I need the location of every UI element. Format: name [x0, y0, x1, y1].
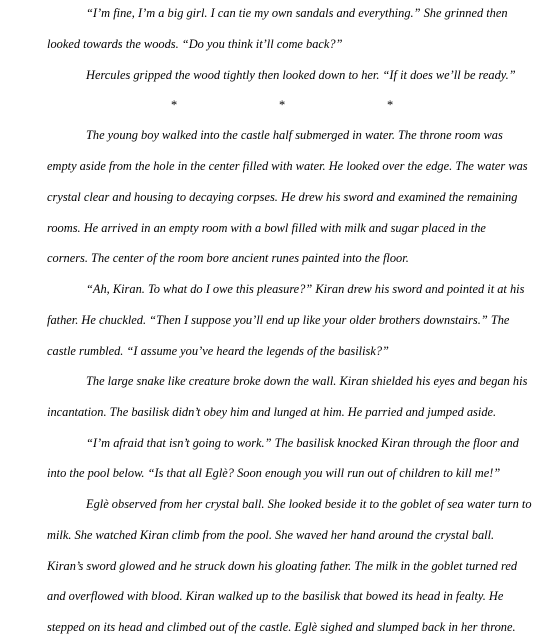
paragraph-line: “I’m fine, I’m a big girl. I can tie my own sandals and everything.” She grinned then [86, 6, 508, 20]
paragraph-line: Eglè observed from her crystal ball. She looked beside it to the goblet of sea water turn to [86, 497, 532, 511]
paragraph-line: “Ah, Kiran. To what do I owe this pleasure?” Kiran drew his sword and pointed it at his [86, 282, 525, 296]
paragraph-line: crystal clear and housing to decaying corpses. He drew his sword and examined the remaining [47, 190, 518, 204]
paragraph-line: empty aside from the hole in the center filled with water. He looked over the edge. The water was [47, 159, 528, 173]
paragraph-line: Kiran’s sword glowed and he struck down his gloating father. The milk in the goblet turned red [47, 559, 518, 573]
paragraph-line: and overflowed with blood. Kiran walked up to the basilisk that bowed its head in fealty. He [47, 589, 504, 603]
paragraph-line: looked towards the woods. “Do you think it’ll come back?” [47, 37, 343, 51]
paragraph-line: milk. She watched Kiran climb from the pool. She waved her hand around the crystal ball. [47, 528, 495, 542]
paragraph-line: stepped on its head and climbed out of the castle. Eglè sighed and slumped back in her throne. [47, 620, 516, 634]
paragraph-line: “I’m afraid that isn’t going to work.” The basilisk knocked Kiran through the floor and [86, 436, 519, 450]
paragraph-line: corners. The center of the room bore ancient runes painted into the floor. [47, 251, 409, 265]
paragraph-line: father. He chuckled. “Then I suppose you’ll end up like your older brothers downstairs.” The [47, 313, 510, 327]
paragraph-line: incantation. The basilisk didn’t obey him and lunged at him. He parried and jumped aside. [47, 405, 497, 419]
section-break-asterisk: * [171, 98, 178, 112]
paragraph-line: The large snake like creature broke down the wall. Kiran shielded his eyes and began his [86, 374, 528, 388]
paragraph-line: castle rumbled. “I assume you’ve heard the legends of the basilisk?” [47, 344, 389, 358]
section-break-asterisk: * [279, 98, 286, 112]
paragraph-line: The young boy walked into the castle half submerged in water. The throne room was [86, 128, 503, 142]
paragraph-line: Hercules gripped the wood tightly then looked down to her. “If it does we’ll be ready.” [86, 68, 516, 82]
paragraph-line: rooms. He arrived in an empty room with a bowl filled with milk and sugar placed in the [47, 221, 486, 235]
paragraph-line: into the pool below. “Is that all Eglè? Soon enough you will run out of children to kill me!” [47, 466, 501, 480]
section-break-asterisk: * [387, 98, 394, 112]
